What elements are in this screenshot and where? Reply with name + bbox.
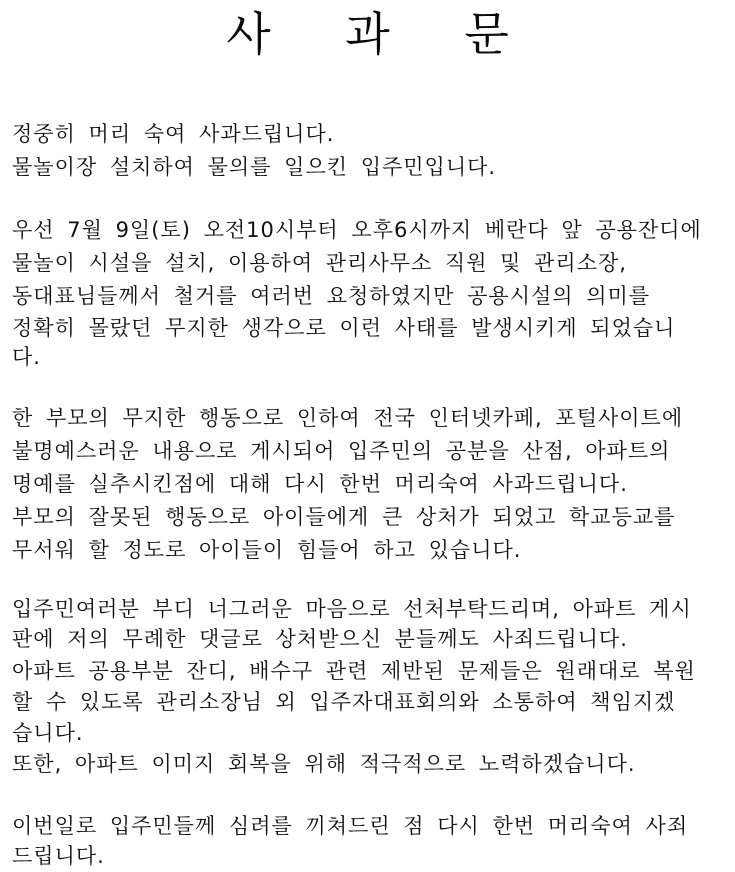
text-line: 명예를 실추시킨점에 대해 다시 한번 머리숙여 사과드립니다.	[12, 472, 628, 496]
text-line: 한 부모의 무지한 행동으로 인하여 전국 인터넷카페, 포털사이트에	[12, 406, 684, 430]
text-line: 입주민여러분 부디 너그러운 마음으로 선처부탁드리며, 아파트 게시	[12, 597, 692, 621]
text-line: 이번일로 입주민들께 심려를 끼쳐드린 점 다시 한번 머리숙여 사죄	[12, 814, 689, 838]
text-line: 또한, 아파트 이미지 회복을 위해 적극적으로 노력하겠습니다.	[12, 752, 636, 776]
text-line: 물놀이장 설치하여 물의를 일으킨 입주민입니다.	[12, 155, 497, 179]
text-line: 드립니다.	[12, 844, 105, 868]
text-line: 무서워 할 정도로 아이들이 힘들어 하고 있습니다.	[12, 538, 522, 562]
letter-title: 사 과 문	[226, 7, 539, 61]
text-line: 할 수 있도록 관리소장님 외 입주자대표회의와 소통하여 책임지겠	[12, 690, 676, 714]
text-line: 정확히 몰랐던 무지한 생각으로 이런 사태를 발생시키게 되었습니	[12, 316, 676, 340]
text-line: 판에 저의 무례한 댓글로 상처받으신 분들께도 사죄드립니다.	[12, 627, 628, 651]
text-line: 아파트 공용부분 잔디, 배수구 관련 제반된 문제들은 원래대로 복원	[12, 659, 696, 683]
text-line: 동대표님들께서 철거를 여러번 요청하였지만 공용시설의 의미를	[12, 284, 651, 308]
text-line: 물놀이 시설을 설치, 이용하여 관리사무소 직원 및 관리소장,	[12, 251, 627, 275]
text-line: 정중히 머리 숙여 사과드립니다.	[12, 122, 335, 146]
text-line: 우선 7월 9일(토) 오전10시부터 오후6시까지 베란다 앞 공용잔디에	[12, 218, 702, 242]
text-line: 부모의 잘못된 행동으로 아이들에게 큰 상처가 되었고 학교등교를	[12, 505, 676, 529]
text-line: 습니다.	[12, 721, 84, 745]
text-line: 불명예스러운 내용으로 게시되어 입주민의 공분을 산점, 아파트의	[12, 439, 671, 463]
text-line: 다.	[12, 345, 41, 369]
